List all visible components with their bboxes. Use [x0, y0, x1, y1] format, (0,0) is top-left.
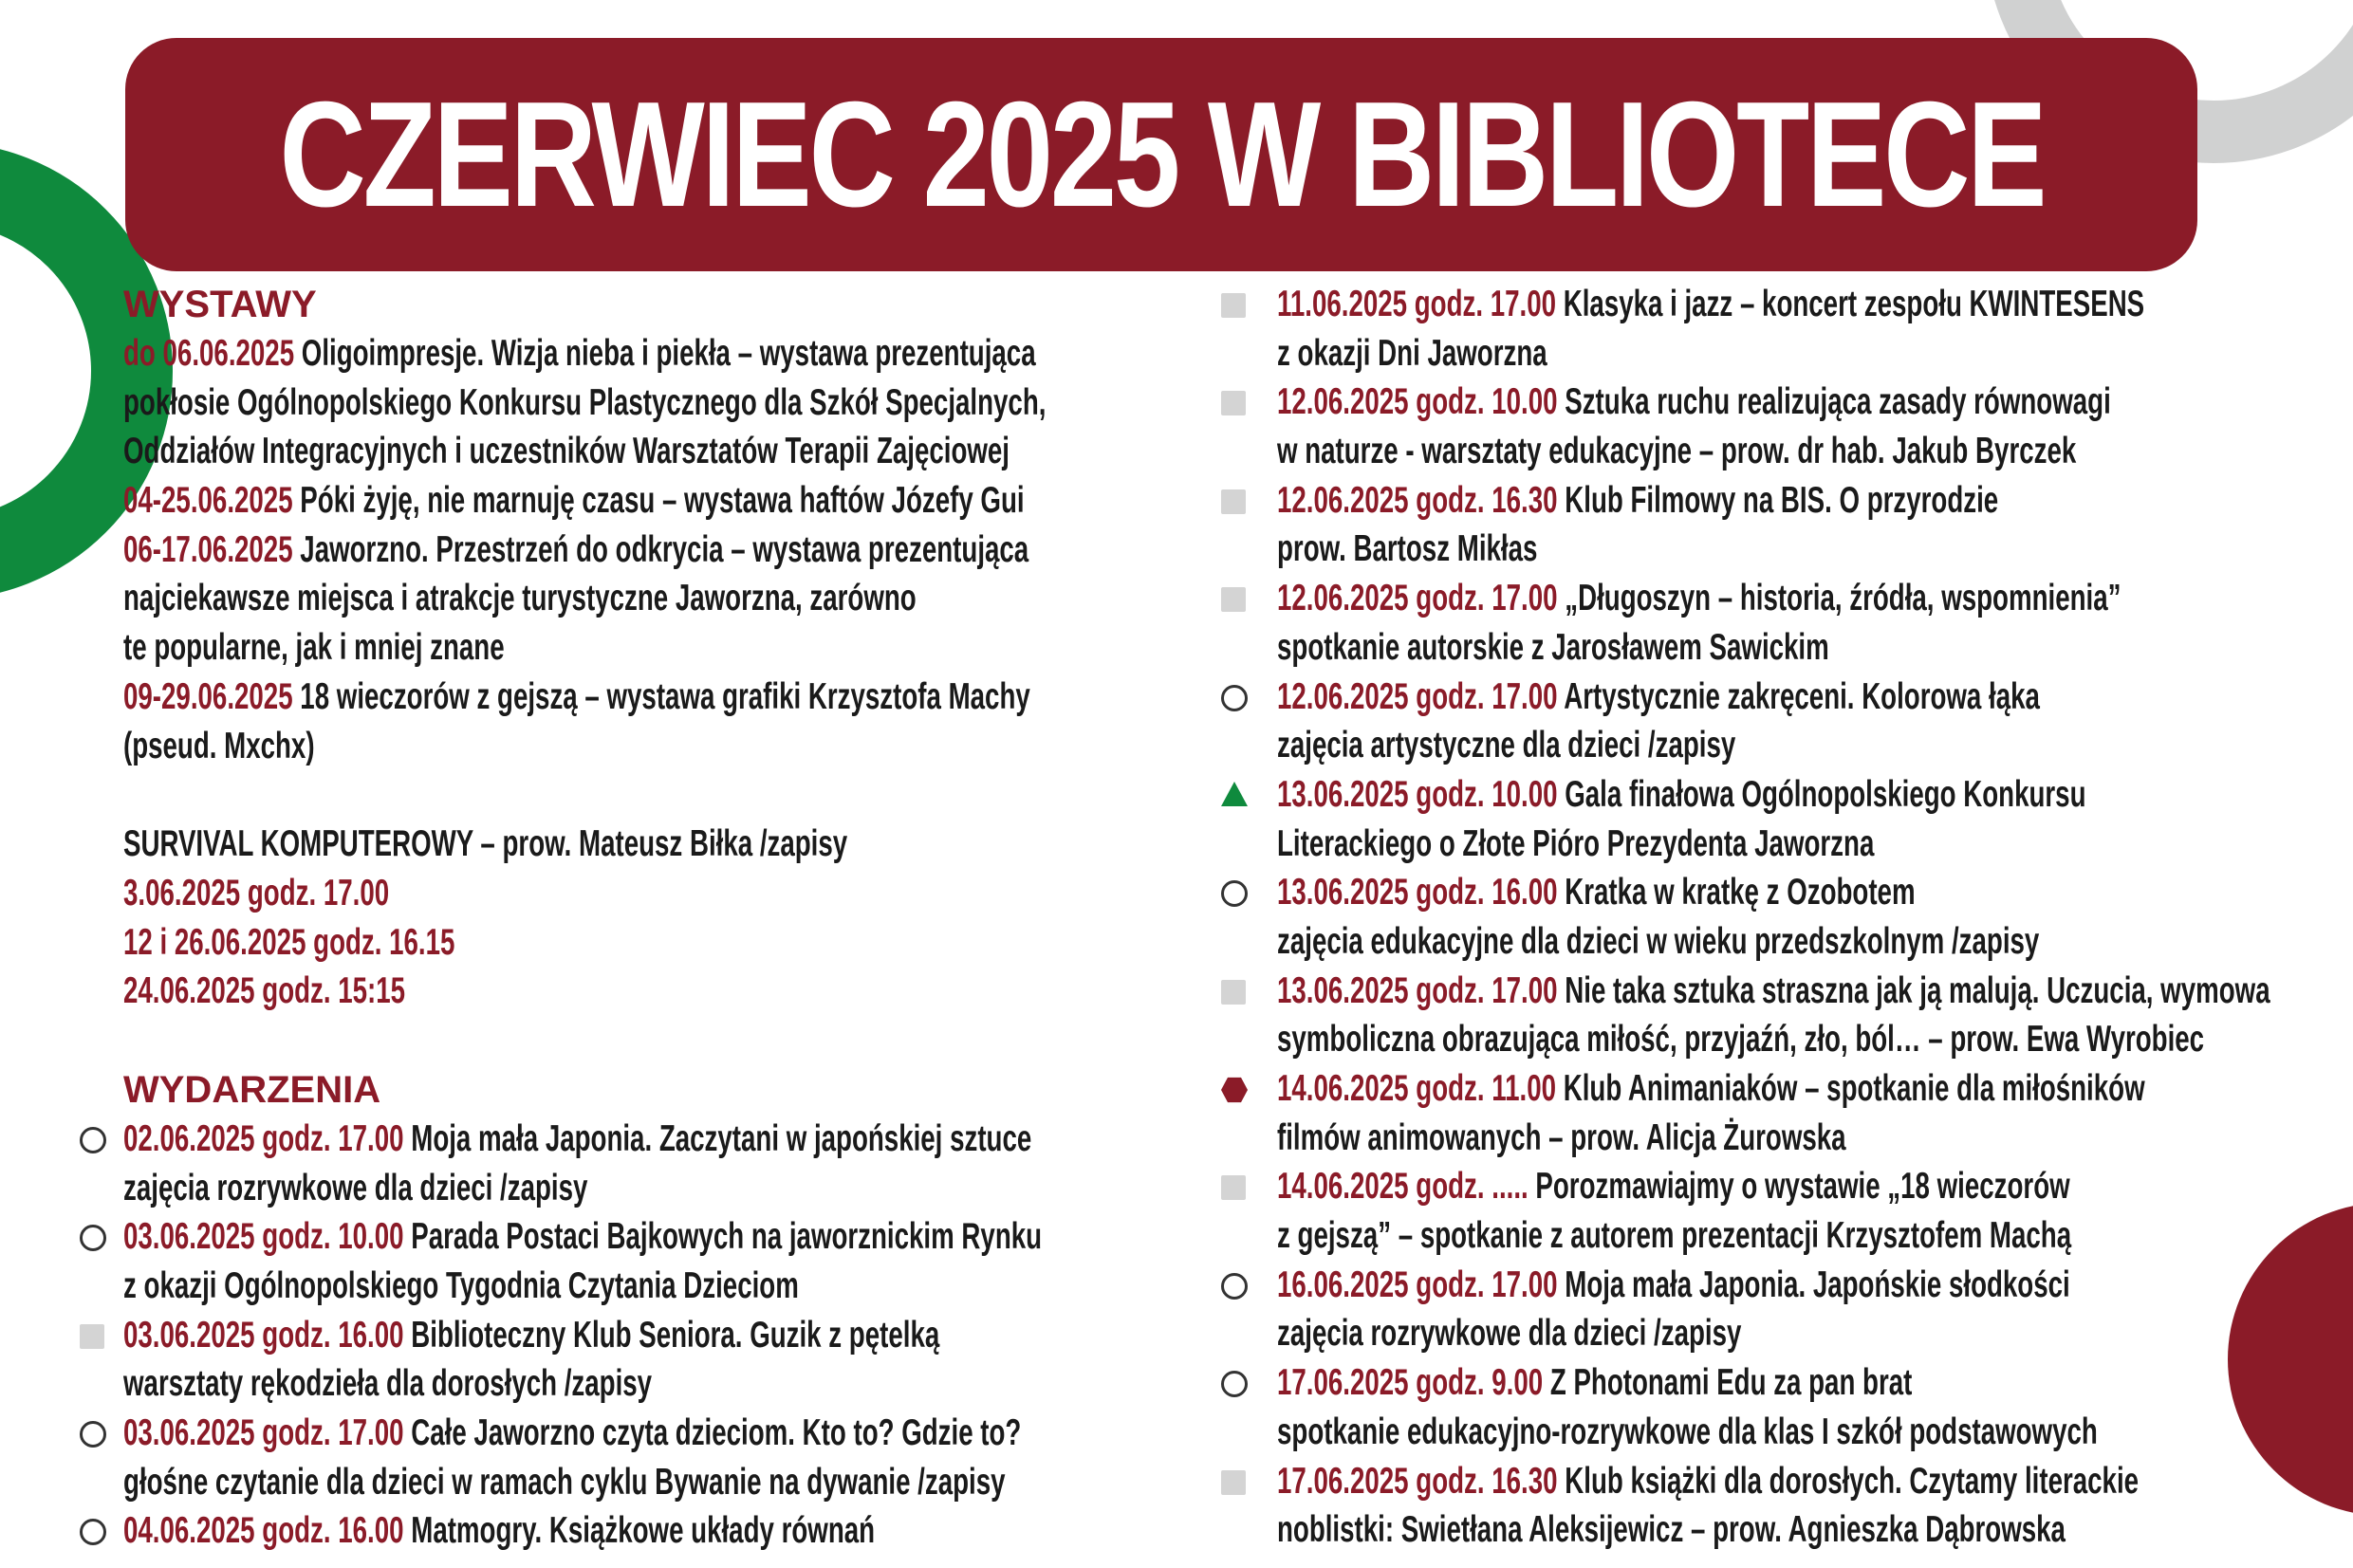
event-item [1277, 1162, 2347, 1260]
line-content [123, 1458, 1006, 1507]
text-line [123, 427, 1195, 476]
line-content [123, 1506, 875, 1556]
event-text: Póki żyję, nie marnuję czasu – wystawa haftów Józefy Gui [300, 480, 1025, 522]
hexagon-icon [1221, 1077, 1248, 1103]
text-line [1277, 721, 2347, 770]
event-date: 14.06.2025 godz. 11.00 [1277, 1068, 1557, 1109]
text-line [123, 1164, 1195, 1213]
event-text: Klasyka i jazz – koncert zespołu KWINTESENS [1563, 284, 2145, 324]
event-item [123, 1506, 1195, 1556]
square-icon [1221, 1175, 1246, 1200]
event-text: Klub książki dla dorosłych. Czytamy literackie [1565, 1460, 2140, 1502]
event-item [1277, 1064, 2347, 1162]
line-content [123, 427, 1010, 476]
event-text: „Długoszyn – historia, źródła, wspomnienia” [1565, 578, 2121, 619]
text-line [1277, 574, 2347, 623]
event-date: 13.06.2025 godz. 10.00 [1277, 773, 1558, 815]
circle-icon [80, 1225, 106, 1251]
line-content [1277, 868, 1916, 917]
text-line [123, 574, 1195, 623]
event-text: Biblioteczny Klub Seniora. Guzik z pętelką [411, 1314, 940, 1356]
event-text: spotkanie edukacyjno-rozrywkowe dla klas I szkół podstawowych [1277, 1411, 2098, 1452]
event-text: Matmogry. Książkowe układy równań [411, 1510, 876, 1552]
line-content [1277, 280, 2144, 329]
text-line [123, 329, 1195, 378]
line-content [1277, 1064, 2145, 1114]
event-date: 04-25.06.2025 [123, 480, 293, 522]
event-date: 03.06.2025 godz. 10.00 [123, 1216, 404, 1258]
event-text: symboliczna obrazująca miłość, przyjaźń, zło, ból… – prow. Ewa Wyrobiec [1277, 1019, 2205, 1061]
right-column [1277, 280, 2347, 1555]
page-title: CZERWIEC 2025 W BIBLIOTECE [279, 70, 2044, 238]
text-line [1277, 820, 2347, 869]
text-line [1277, 1015, 2347, 1064]
event-date: 04.06.2025 godz. 16.00 [123, 1510, 404, 1552]
event-date: 17.06.2025 godz. 9.00 [1277, 1362, 1544, 1404]
line-content [1277, 1505, 2066, 1555]
text-line [1277, 623, 2347, 673]
event-item [1277, 1457, 2347, 1555]
line-content [123, 967, 405, 1016]
events-heading: WYDARZENIA [123, 1068, 381, 1111]
event-date: 06-17.06.2025 [123, 528, 293, 570]
event-text: Klub Animaniaków – spotkanie dla miłośników [1563, 1068, 2145, 1109]
event-text: pokłosie Ogólnopolskiego Konkursu Plastycznego dla Szkół Specjalnych, [123, 381, 1047, 423]
event-text: zajęcia edukacyjne dla dzieci w wieku przedszkolnym /zapisy [1277, 920, 2040, 962]
event-text: Klub Filmowy na BIS. O przyrodzie [1565, 479, 1999, 521]
line-content [123, 329, 1036, 378]
text-line [1277, 378, 2347, 427]
event-date: 14.06.2025 godz. ..... [1277, 1166, 1529, 1208]
text-line [123, 1458, 1195, 1507]
line-content [1277, 917, 2039, 967]
event-text: Całe Jaworzno czyta dzieciom. Kto to? Gdzie to? [411, 1412, 1022, 1454]
circle-icon [80, 1127, 106, 1153]
text-line [1277, 1505, 2347, 1555]
event-text: warsztaty rękodzieła dla dorosłych /zapisy [123, 1363, 653, 1405]
event-item [1277, 280, 2347, 378]
event-text: zajęcia rozrywkowe dla dzieci /zapisy [1277, 1313, 1742, 1355]
event-item [1277, 378, 2347, 475]
event-item [1277, 770, 2347, 868]
event-text: Nie taka sztuka straszna jak ją malują. Uczucia, wymowa [1565, 969, 2270, 1011]
event-text: z okazji Dni Jaworzna [1277, 332, 1547, 374]
line-content [123, 1115, 1031, 1164]
event-date: 12.06.2025 godz. 17.00 [1277, 578, 1558, 619]
text-line [123, 623, 1195, 673]
event-text: Gala finałowa Ogólnopolskiego Konkursu [1565, 773, 2086, 815]
event-date: 11.06.2025 godz. 17.00 [1277, 284, 1557, 324]
spacer [123, 1016, 1195, 1065]
event-date: 12.06.2025 godz. 16.30 [1277, 479, 1558, 521]
event-text: Jaworzno. Przestrzeń do odkrycia – wystawa prezentująca [300, 528, 1029, 570]
text-line [1277, 868, 2347, 917]
event-text: Oligoimpresje. Wizja nieba i piekła – wystawa prezentująca [301, 333, 1036, 374]
line-content [123, 1311, 939, 1360]
event-item [123, 1212, 1195, 1310]
line-content [123, 820, 847, 869]
exhibitions-heading: WYSTAWY [123, 284, 317, 325]
line-content [123, 1262, 799, 1311]
event-item [1277, 868, 2347, 966]
event-date: 03.06.2025 godz. 17.00 [123, 1412, 404, 1454]
line-content [123, 623, 505, 673]
spacer [123, 770, 1195, 820]
event-item [123, 673, 1195, 770]
line-content [1277, 1211, 2071, 1261]
circle-icon [80, 1421, 106, 1448]
triangle-icon [1221, 782, 1248, 806]
event-date: 17.06.2025 godz. 16.30 [1277, 1460, 1558, 1502]
line-content [123, 869, 389, 918]
text-line [1277, 476, 2347, 526]
line-content [1277, 1162, 2070, 1211]
event-item [123, 476, 1195, 526]
line-content [123, 1359, 652, 1409]
text-line [1277, 1408, 2347, 1457]
text-line [1277, 1309, 2347, 1358]
circle-icon [1221, 685, 1248, 711]
line-content [1277, 1015, 2204, 1064]
event-text: Literackiego o Złote Pióro Prezydenta Jaworzna [1277, 822, 1875, 864]
text-line [1277, 1261, 2347, 1310]
event-text: Moja mała Japonia. Zaczytani w japońskiej sztuce [411, 1117, 1032, 1159]
line-content [1277, 1358, 1912, 1408]
event-date: 12.06.2025 godz. 10.00 [1277, 381, 1558, 423]
square-icon [1221, 489, 1246, 514]
line-content [123, 574, 917, 623]
event-text: z okazji Ogólnopolskiego Tygodnia Czytania Dzieciom [123, 1265, 799, 1306]
text-line [123, 526, 1195, 575]
text-line [1277, 1114, 2347, 1163]
event-text: spotkanie autorskie z Jarosławem Sawickim [1277, 626, 1829, 668]
square-icon [1221, 587, 1246, 612]
event-text: Oddziałów Integracyjnych i uczestników Warsztatów Terapii Zajęciowej [123, 431, 1010, 472]
event-date: do 06.06.2025 [123, 333, 295, 374]
event-text: prow. Bartosz Mikłas [1277, 528, 1538, 570]
event-text: Parada Postaci Bajkowych na jaworznickim Rynku [411, 1216, 1043, 1258]
text-line [1277, 1457, 2347, 1506]
event-date: 16.06.2025 godz. 17.00 [1277, 1264, 1558, 1305]
line-content [1277, 967, 2270, 1016]
left-column [123, 280, 1195, 1556]
event-text: Moja mała Japonia. Japońskie słodkości [1565, 1264, 2070, 1305]
event-date: 13.06.2025 godz. 16.00 [1277, 872, 1558, 913]
survival-date: 12 i 26.06.2025 godz. 16.15 [123, 921, 455, 963]
line-content [123, 722, 315, 771]
event-text: Kratka w kratkę z Ozobotem [1565, 872, 1916, 913]
event-date: 02.06.2025 godz. 17.00 [123, 1117, 404, 1159]
survival-block [123, 820, 1195, 1016]
line-content [1277, 623, 1829, 673]
event-text: SURVIVAL KOMPUTEROWY – prow. Mateusz Biłka /zapisy [123, 823, 848, 865]
event-text: filmów animowanych – prow. Alicja Żurowska [1277, 1116, 1846, 1158]
circle-icon [1221, 1273, 1248, 1300]
line-content [123, 673, 1030, 722]
square-icon [1221, 1470, 1246, 1495]
event-item [1277, 476, 2347, 574]
line-content [123, 476, 1025, 526]
line-content [1277, 1261, 2070, 1310]
event-item [123, 1311, 1195, 1409]
text-line [1277, 1358, 2347, 1408]
square-icon [1221, 391, 1246, 415]
event-text: najciekawsze miejsca i atrakcje turystyczne Jaworzna, zarówno [123, 578, 917, 619]
text-line [123, 673, 1195, 722]
survival-date-line [123, 869, 1195, 918]
event-item [123, 1115, 1195, 1212]
line-content [1277, 673, 2040, 722]
event-item [1277, 1261, 2347, 1358]
text-line [123, 1212, 1195, 1262]
line-content [123, 1409, 1021, 1458]
line-content [1277, 574, 2121, 623]
survival-date: 3.06.2025 godz. 17.00 [123, 872, 390, 913]
event-text: w naturze - warsztaty edukacyjne – prow. dr hab. Jakub Byrczek [1277, 431, 2077, 472]
circle-icon [1221, 880, 1248, 907]
line-content [123, 526, 1028, 575]
text-line [123, 1506, 1195, 1556]
event-date: 03.06.2025 godz. 16.00 [123, 1314, 404, 1356]
text-line [123, 1359, 1195, 1409]
event-text: Artystycznie zakręceni. Kolorowa łąka [1564, 675, 2040, 717]
line-content [1277, 329, 1547, 378]
text-line [1277, 427, 2347, 476]
text-line [123, 476, 1195, 526]
event-text: noblistki: Swietłana Aleksijewicz – prow. Agnieszka Dąbrowska [1277, 1509, 2066, 1551]
text-line [1277, 1064, 2347, 1114]
event-text: (pseud. Mxchx) [123, 725, 315, 766]
event-item [1277, 967, 2347, 1064]
event-text: zajęcia rozrywkowe dla dzieci /zapisy [123, 1167, 588, 1208]
event-text: Porozmawiajmy o wystawie „18 wieczorów [1535, 1166, 2070, 1208]
event-item [123, 1409, 1195, 1506]
title-banner [125, 38, 2197, 271]
event-item [1277, 574, 2347, 672]
line-content [1277, 770, 2085, 820]
text-line [1277, 525, 2347, 574]
survival-date-line [123, 918, 1195, 968]
survival-date: 24.06.2025 godz. 15:15 [123, 970, 406, 1012]
line-content [123, 378, 1046, 428]
text-line [123, 722, 1195, 771]
line-content [1277, 427, 2076, 476]
event-text: z gejszą” – spotkanie z autorem prezentacji Krzysztofem Machą [1277, 1215, 2072, 1257]
line-content [1277, 1408, 2098, 1457]
event-item [1277, 673, 2347, 770]
text-line [1277, 1211, 2347, 1261]
text-line [123, 378, 1195, 428]
line-content [1277, 525, 1537, 574]
line-content [1277, 820, 1874, 869]
event-text: zajęcia artystyczne dla dzieci /zapisy [1277, 725, 1736, 766]
square-icon [1221, 293, 1246, 318]
event-text: głośne czytanie dla dzieci w ramach cyklu Bywanie na dywanie /zapisy [123, 1461, 1006, 1503]
line-content [1277, 378, 2111, 427]
event-date: 09-29.06.2025 [123, 675, 293, 717]
line-content [1277, 1457, 2139, 1506]
event-date: 13.06.2025 godz. 17.00 [1277, 969, 1558, 1011]
event-text: Z Photonami Edu za pan brat [1549, 1362, 1913, 1404]
text-line [123, 1311, 1195, 1360]
text-line [1277, 967, 2347, 1016]
square-icon [80, 1324, 104, 1349]
event-item [123, 329, 1195, 476]
text-line [123, 1115, 1195, 1164]
event-item [1277, 1358, 2347, 1456]
circle-icon [1221, 1371, 1248, 1397]
event-item [123, 526, 1195, 673]
text-line [123, 1262, 1195, 1311]
line-content [1277, 721, 1735, 770]
event-text: Sztuka ruchu realizująca zasady równowagi [1565, 381, 2111, 423]
text-line [1277, 917, 2347, 967]
square-icon [1221, 980, 1246, 1005]
text-line [123, 1409, 1195, 1458]
line-content [123, 1164, 587, 1213]
circle-icon [80, 1519, 106, 1545]
text-line [1277, 280, 2347, 329]
line-content [1277, 476, 1998, 526]
text-line [123, 820, 1195, 869]
event-date: 12.06.2025 godz. 17.00 [1277, 675, 1558, 717]
line-content [123, 1212, 1042, 1262]
event-text: te popularne, jak i mniej znane [123, 627, 505, 669]
event-text: 18 wieczorów z gejszą – wystawa grafiki Krzysztofa Machy [300, 675, 1030, 717]
text-line [1277, 329, 2347, 378]
line-content [1277, 1114, 1846, 1163]
text-line [1277, 673, 2347, 722]
text-line [1277, 1162, 2347, 1211]
survival-date-line [123, 967, 1195, 1016]
line-content [1277, 1309, 1741, 1358]
line-content [123, 918, 454, 968]
text-line [1277, 770, 2347, 820]
